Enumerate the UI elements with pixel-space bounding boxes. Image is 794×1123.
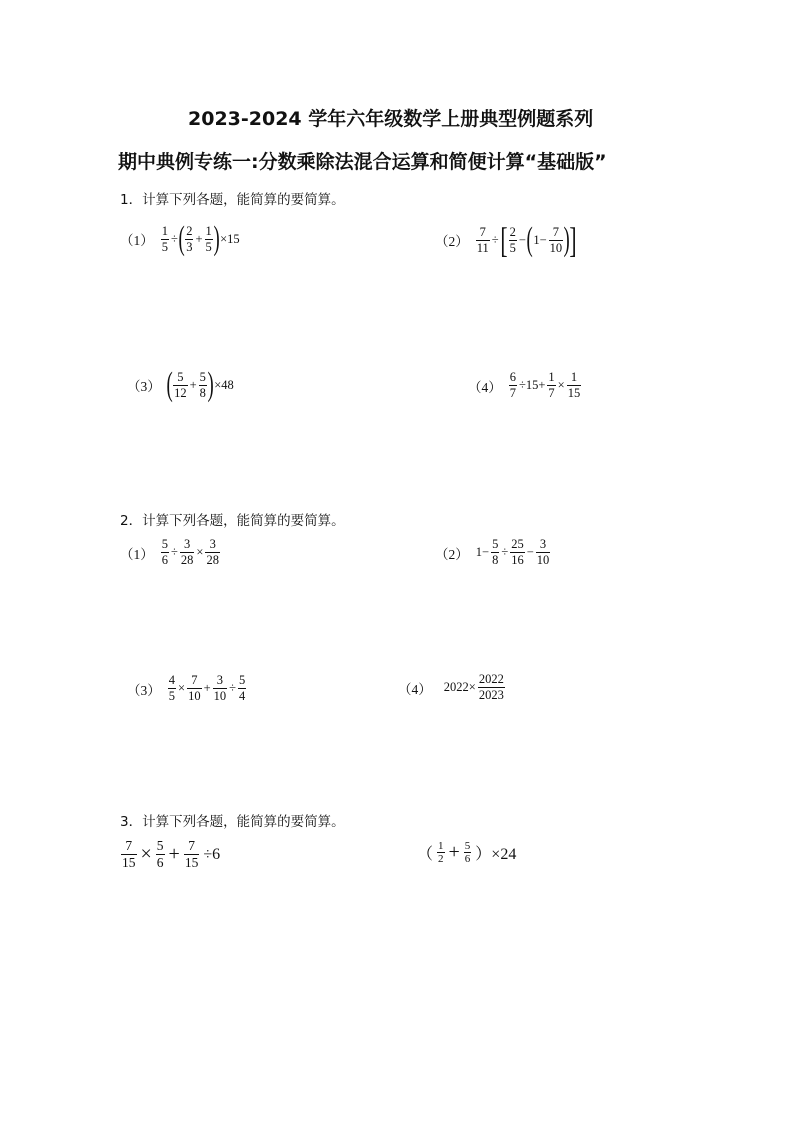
fraction: $\frac{5}{6}$ bbox=[156, 838, 164, 870]
fraction: $\frac{3}{28}$ bbox=[206, 537, 219, 567]
fraction: $\frac{2}{3}$ bbox=[186, 223, 193, 254]
problem-2-4 bbox=[398, 672, 506, 703]
fraction: $\frac{5}{4}$ bbox=[239, 673, 246, 703]
expression: $\frac{1}{5}$ ÷ ( $\frac{2}{3}$ + $\frac{1}{5}$ ) ×15 bbox=[161, 220, 240, 257]
question-2-heading: 2．计算下列各题，能简算的要简算。 bbox=[120, 513, 345, 529]
problem-label: （2） bbox=[435, 234, 469, 249]
expression: （ $\frac{1}{2}$ + $\frac{5}{6}$ ）×24 bbox=[417, 840, 517, 865]
fraction: $\frac{5}{12}$ bbox=[174, 369, 187, 400]
fraction: $\frac{7}{11}$ bbox=[476, 224, 489, 255]
problem-label: （1） bbox=[120, 546, 154, 562]
fraction: $\frac{7}{15}$ bbox=[184, 838, 199, 870]
fraction: $\frac{4}{5}$ bbox=[168, 673, 175, 703]
fraction: $\frac{7}{10}$ bbox=[549, 224, 563, 255]
problem-1-1 bbox=[120, 222, 241, 256]
question-3-heading: 3．计算下列各题，能简算的要简算。 bbox=[120, 814, 345, 830]
problem-label: （2） bbox=[435, 546, 469, 562]
expression: $\frac{4}{5}$ × $\frac{7}{10}$ + $\frac{3}{10}$ ÷ $\frac{5}{4}$ bbox=[168, 673, 246, 703]
problem-label: （3） bbox=[127, 682, 161, 698]
problem-2-1 bbox=[120, 537, 221, 568]
fraction: $\frac{1}{5}$ bbox=[205, 223, 212, 254]
expression: 2022× $\frac{2022}{2023}$ bbox=[443, 672, 504, 702]
problem-label: （1） bbox=[120, 233, 154, 248]
fraction: $\frac{5}{8}$ bbox=[199, 369, 206, 400]
page-title: 2023-2024 学年六年级数学上册典型例题系列 bbox=[188, 108, 594, 130]
problem-1-2 bbox=[435, 222, 577, 258]
fraction: $\frac{3}{28}$ bbox=[180, 537, 194, 567]
expression: $\frac{7}{15}$ × $\frac{5}{6}$ + $\frac{7}{15}$ ÷6 bbox=[122, 838, 221, 870]
expression: ( $\frac{5}{12}$ + $\frac{5}{8}$ ) ×48 bbox=[166, 366, 234, 403]
fraction: $\frac{5}{6}$ bbox=[464, 840, 471, 865]
fraction: $\frac{6}{7}$ bbox=[509, 370, 516, 400]
question-1-heading: 1．计算下列各题，能简算的要简算。 bbox=[120, 192, 345, 208]
fraction: $\frac{7}{10}$ bbox=[188, 673, 201, 703]
expression: $\frac{5}{6}$ ÷ $\frac{3}{28}$ × $\frac{3}{28}$ bbox=[161, 537, 219, 567]
fraction: $\frac{3}{10}$ bbox=[213, 673, 227, 703]
fraction: $\frac{5}{8}$ bbox=[492, 537, 499, 567]
problem-3-1 bbox=[120, 838, 223, 871]
problem-label: （4） bbox=[398, 681, 432, 697]
fraction: $\frac{3}{10}$ bbox=[536, 537, 550, 567]
page-subtitle: 期中典例专练一:分数乘除法混合运算和简便计算“基础版” bbox=[118, 151, 607, 173]
fraction: $\frac{2}{5}$ bbox=[509, 224, 516, 255]
fraction: $\frac{1}{7}$ bbox=[548, 370, 555, 400]
fraction: $\frac{2022}{2023}$ bbox=[478, 672, 504, 702]
expression: $\frac{7}{11}$ ÷ [ $\frac{2}{5}$ − ( 1− $\frac{7}{10}$ ) ] bbox=[476, 220, 578, 260]
fraction: $\frac{25}{16}$ bbox=[511, 537, 524, 567]
problem-1-4 bbox=[468, 370, 582, 401]
problem-label: （3） bbox=[127, 379, 161, 394]
fraction: $\frac{1}{5}$ bbox=[161, 223, 168, 254]
fraction: $\frac{1}{15}$ bbox=[567, 370, 581, 400]
expression: 1− $\frac{5}{8}$ ÷ $\frac{25}{16}$ − $\frac{3}{10}$ bbox=[475, 537, 550, 567]
problem-2-3 bbox=[127, 673, 247, 704]
problem-2-2 bbox=[435, 537, 551, 568]
fraction: $\frac{1}{2}$ bbox=[438, 840, 444, 865]
fraction: $\frac{7}{15}$ bbox=[122, 838, 136, 870]
problem-1-3 bbox=[127, 368, 235, 402]
fraction: $\frac{5}{6}$ bbox=[161, 537, 168, 567]
problem-label: （4） bbox=[468, 379, 502, 395]
expression: $\frac{6}{7}$ ÷15+ $\frac{1}{7}$ × $\frac{1}{15}$ bbox=[509, 370, 581, 400]
problem-3-2 bbox=[414, 840, 519, 865]
